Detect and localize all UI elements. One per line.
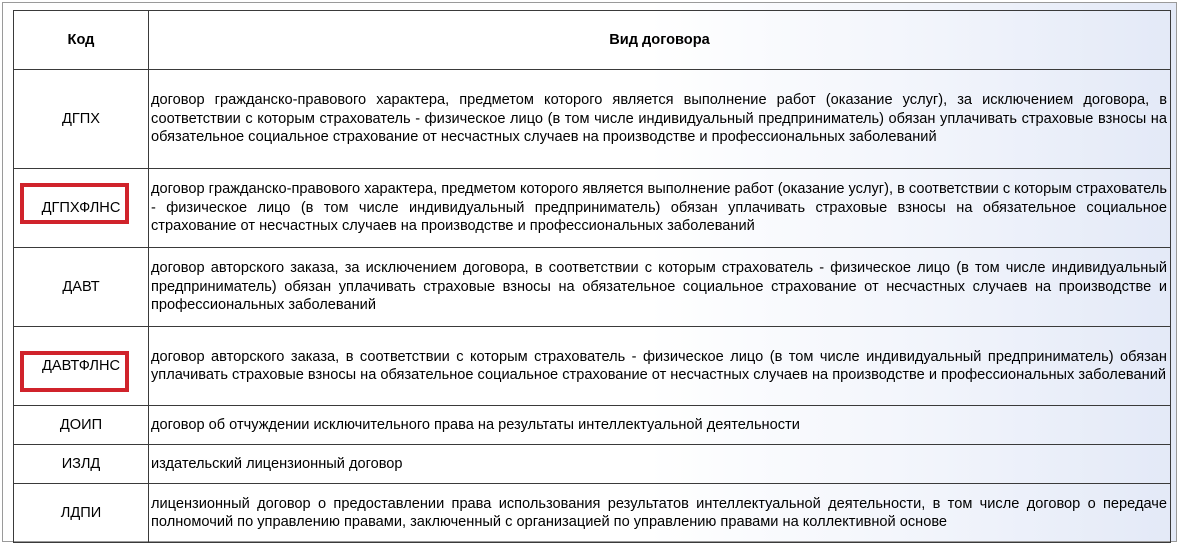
code-cell [14,327,149,406]
code-cell [14,248,149,327]
code-text: ДАВТФЛНС [41,357,121,374]
table-row [14,484,1171,543]
header-code: Код [14,11,149,70]
code-text: ДГПХФЛНС [41,199,121,216]
highlight-box [20,183,129,224]
highlight-box [20,351,129,392]
code-cell [14,70,149,169]
code-cell [14,445,149,484]
description-cell: лицензионный договор о предоставлении права использования результатов интеллектуальной деятельности, в том числе договор о передаче полномочий по управлению правами, заключенный с организацией по управлению правами на коллективной основе [149,484,1171,543]
contract-codes-table [13,10,1171,543]
code-text: ИЗЛД [61,455,101,472]
description-cell: договор авторского заказа, в соответствии с которым страхователь - физическое лицо (в том числе индивидуальный предприниматель) обязан уплачивать страховые взносы на обязательное социальное страхование от несчастных случаев на производстве и профессиональных заболеваний [149,327,1171,406]
slide-frame [2,2,1177,542]
code-cell [14,484,149,543]
header-contract-type: Вид договора [149,11,1171,70]
table-row [14,327,1171,406]
description-cell: издательский лицензионный договор [149,445,1171,484]
description-cell: договор об отчуждении исключительного права на результаты интеллектуальной деятельности [149,406,1171,445]
code-cell [14,406,149,445]
table-header-row [14,11,1171,70]
table-row [14,445,1171,484]
table-row [14,248,1171,327]
code-text: ДОИП [59,416,103,433]
code-cell [14,169,149,248]
table-row [14,70,1171,169]
description-cell: договор гражданско-правового характера, предметом которого является выполнение работ (оказание услуг), за исключением договора, в соответствии с которым страхователь - физическое лицо (в том числе индивидуальный предприниматель) обязан уплачивать страховые взносы на обязательное социальное страхование от несчастных случаев на производстве и профессиональных заболеваний [149,70,1171,169]
description-cell: договор авторского заказа, за исключением договора, в соответствии с которым страхователь - физическое лицо (в том числе индивидуальный предприниматель) обязан уплачивать страховые взносы на обязательное социальное страхование от несчастных случаев на производстве и профессиональных заболеваний [149,248,1171,327]
table-row [14,406,1171,445]
code-text: ДАВТ [62,278,100,295]
description-cell: договор гражданско-правового характера, предметом которого является выполнение работ (оказание услуг), в соответствии с которым страхователь - физическое лицо (в том числе индивидуальный предприниматель) обязан уплачивать страховые взносы на обязательное социальное страхование от несчастных случаев на производстве и профессиональных заболеваний [149,169,1171,248]
code-text: ЛДПИ [60,504,102,521]
code-text: ДГПХ [61,110,100,127]
table-row [14,169,1171,248]
